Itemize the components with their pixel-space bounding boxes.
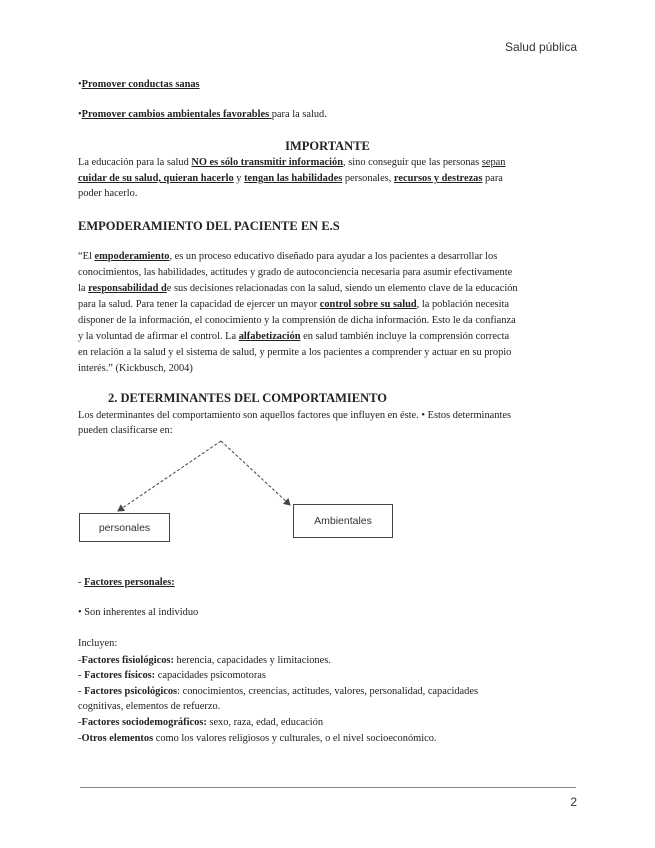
text-run: cognitivas, elementos de refuerzo. — [78, 701, 221, 712]
text-run: , la población necesita — [416, 299, 509, 310]
bullet-rest-text: para la salud. — [271, 109, 327, 120]
text-run-bold: control sobre su salud — [319, 299, 417, 310]
text-run: y la voluntad de afirmar el control. La — [78, 331, 239, 342]
footer-divider — [80, 787, 576, 788]
text-run-bold: recursos y destrezas — [393, 173, 483, 184]
text-run: personales, — [342, 173, 394, 184]
text-run-underlined: sepan — [481, 157, 506, 168]
text-run: como los valores religiosos y culturales, o el nivel socioeconómico. — [153, 733, 437, 744]
factor-item — [78, 716, 323, 730]
determinantes-heading: 2. DETERMINANTES DEL COMPORTAMIENTO — [108, 391, 387, 405]
text-run: - — [78, 577, 85, 588]
determinantes-line-2: pueden clasificarse en: — [78, 425, 173, 436]
text-run: en salud también incluye la comprensión correcta — [300, 331, 510, 342]
empoderamiento-heading: EMPODERAMIENTO DEL PACIENTE EN E.S — [78, 219, 340, 233]
factores-heading — [78, 576, 175, 590]
empoderamiento-line-8: interés.” (Kickbusch, 2004) — [78, 363, 193, 374]
text-run-bold: Otros elementos — [81, 733, 154, 744]
text-run-bold: responsabilidad d — [88, 283, 167, 294]
factor-item — [78, 669, 266, 683]
text-run: La educación para la salud — [78, 157, 192, 168]
factor-item — [78, 685, 478, 699]
empoderamiento-line-2: conocimientos, las habilidades, actitudes y grado de autoconciencia necesaria para asumir efectivamente — [78, 267, 513, 278]
text-run: para la salud. Para tener la capacidad de ejercer un mayor — [78, 299, 320, 310]
text-run: - — [78, 717, 82, 728]
bullet-bold-text: Promover cambios ambientales favorables — [81, 109, 272, 120]
text-run-bold: cuidar de su salud, quieran hacerlo — [78, 173, 234, 184]
empoderamiento-line-5: disponer de la información, el conocimiento y la comprensión de dicha información. Esto le da confianza — [78, 315, 516, 326]
importante-line-3: poder hacerlo. — [78, 188, 138, 199]
text-run: - — [78, 733, 82, 744]
text-run: para — [482, 173, 503, 184]
text-run: - — [78, 686, 85, 697]
arrow-to-ambientales — [221, 441, 290, 505]
page-number: 2 — [570, 795, 577, 809]
factor-item — [78, 700, 220, 714]
factores-bullet: • Son inherentes al individuo — [78, 607, 199, 618]
text-run: , es un proceso educativo diseñado para ayudar a los pacientes a desarrollar los — [169, 251, 498, 262]
text-run: la — [78, 283, 89, 294]
text-run-bold: Factores psicológicos — [84, 686, 178, 697]
text-run-bold: NO es sólo transmitir información — [191, 157, 343, 168]
text-run: - — [78, 670, 85, 681]
page-header-title: Salud pública — [504, 40, 577, 54]
text-run: - — [78, 655, 82, 666]
text-run: sexo, raza, edad, educación — [206, 717, 324, 728]
text-run-bold: empoderamiento — [94, 251, 170, 262]
factor-item — [78, 732, 437, 746]
box-personales: personales — [79, 513, 170, 542]
text-run: capacidades psicomotoras — [155, 670, 266, 681]
text-run-bold: Factores fisiológicos: — [81, 655, 174, 666]
factores-incluyen: Incluyen: — [78, 638, 118, 649]
text-run-bold: Factores personales: — [84, 577, 175, 588]
text-run: e sus decisiones relacionadas con la salud, siendo un elemento clave de la educación — [166, 283, 518, 294]
factor-item — [78, 654, 331, 668]
text-run: : conocimientos, creencias, actitudes, valores, personalidad, capacidades — [177, 686, 479, 697]
box-ambientales: Ambientales — [293, 504, 393, 538]
bullet-bold-text: Promover conductas sanas — [81, 79, 200, 90]
empoderamiento-line-7: en relación a la salud y el sistema de salud, y permite a los pacientes a comprender y actuar en su propio — [78, 347, 512, 358]
determinantes-line-1: Los determinantes del comportamiento son aquellos factores que influyen en éste. • Estos determinantes — [78, 410, 511, 421]
text-run: herencia, capacidades y limitaciones. — [173, 655, 331, 666]
bullet-marker: • — [78, 79, 82, 90]
text-run-bold: Factores sociodemográficos: — [81, 717, 207, 728]
text-run-bold: alfabetización — [238, 331, 301, 342]
arrow-to-personales — [118, 441, 221, 511]
text-run: , sino conseguir que las personas — [343, 157, 482, 168]
text-run-bold: tengan las habilidades — [244, 173, 343, 184]
importante-heading: IMPORTANTE — [285, 139, 370, 153]
text-run: y — [233, 173, 245, 184]
text-run-bold: Factores físicos: — [84, 670, 156, 681]
bullet-marker: • — [78, 109, 82, 120]
text-run: “El — [78, 251, 95, 262]
